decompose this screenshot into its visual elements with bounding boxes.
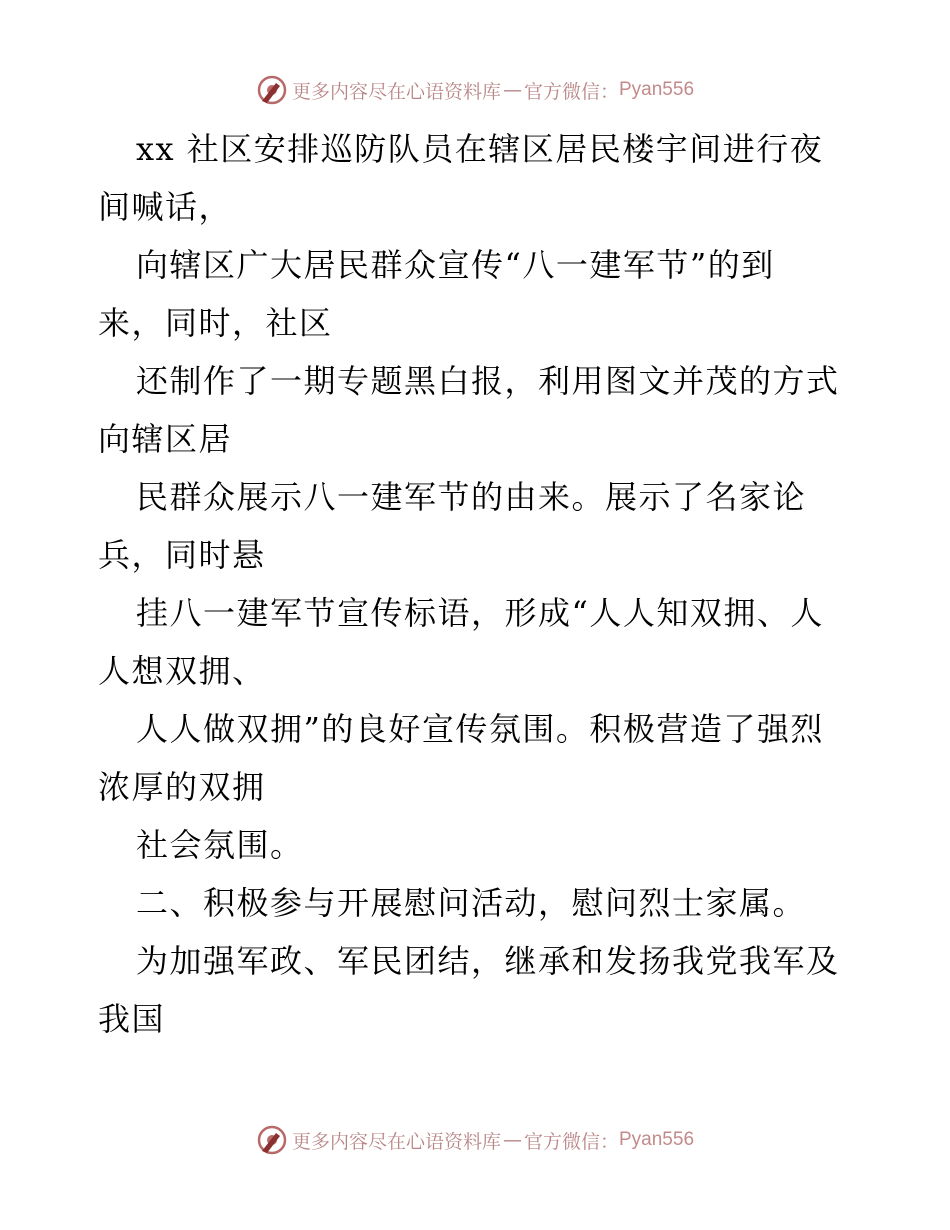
text-line: 社会氛围。 <box>136 826 304 864</box>
watermark-brand: 更多内容尽在心语资料库 <box>291 1130 501 1153</box>
text-line: 浓厚的双拥 <box>98 768 266 806</box>
header-watermark <box>0 70 950 110</box>
pen-logo-icon <box>256 1124 288 1156</box>
text-line: 间喊话， <box>98 188 233 226</box>
text-line: xx 社区安排巡防队员在辖区居民楼宇间进行夜 <box>136 130 824 168</box>
text-line: 向辖区广大居民群众宣传“八一建军节”的到 <box>136 246 775 284</box>
watermark-separator: — <box>502 79 522 101</box>
section-heading: 二、积极参与开展慰问活动，慰问烈士家属。 <box>136 884 807 922</box>
text-line: 为加强军政、军民团结，继承和发扬我党我军及 <box>136 942 840 980</box>
watermark-brand: 更多内容尽在心语资料库 <box>291 80 501 103</box>
watermark-id: Pyan556 <box>619 1129 695 1150</box>
text-line: 向辖区居 <box>98 420 233 458</box>
watermark-id: Pyan556 <box>619 79 695 100</box>
text-line: 兵，同时悬 <box>98 536 266 574</box>
watermark-separator: — <box>502 1129 522 1151</box>
text-line: 还制作了一期专题黑白报，利用图文并茂的方式 <box>136 362 840 400</box>
text-line: 挂八一建军节宣传标语，形成“人人知双拥、人 <box>136 594 824 632</box>
text-line: 人人做双拥”的良好宣传氛围。积极营造了强烈 <box>136 710 824 748</box>
text-line: 来，同时，社区 <box>98 304 333 342</box>
footer-watermark <box>0 1120 950 1160</box>
text-line: 我国 <box>98 1000 166 1038</box>
text-line: 人想双拥、 <box>98 652 266 690</box>
watermark-contact: 官方微信： <box>523 1130 619 1153</box>
pen-logo-icon <box>256 74 288 106</box>
watermark-contact: 官方微信： <box>523 80 619 103</box>
document-body <box>98 120 858 1048</box>
text-line: 民群众展示八一建军节的由来。展示了名家论 <box>136 478 807 516</box>
